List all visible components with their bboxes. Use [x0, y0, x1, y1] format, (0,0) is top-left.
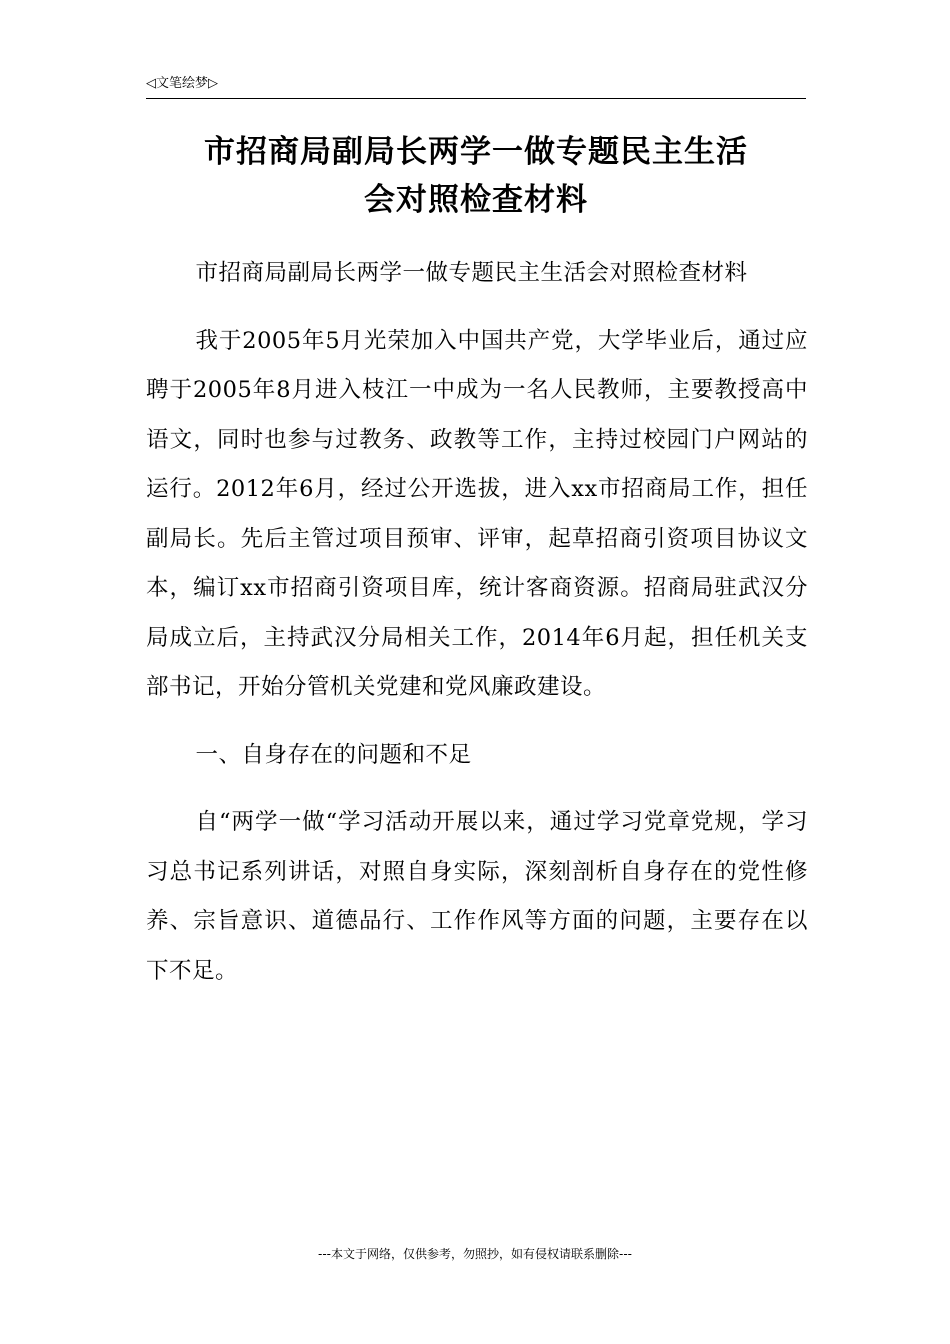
- section-heading: 一、自身存在的问题和不足: [195, 741, 472, 768]
- paragraph-background: 我于2005年5月光荣加入中国共产党，大学毕业后，通过应聘于2005年8月进入枝江一中成为一名人民教师，主要教授高中语文，同时也参与过教务、政教等工作，主持过校园门户网站的运行。2012年6月，经过公开选拔，进入xx市招商局工作，担任副局长。先后主管过项目预审、评审，起草招商引资项目协议文本，编订xx市招商引资项目库，统计客商资源。招商局驻武汉分局成立后，主持武汉分局相关工作，2014年6月起，担任机关支部书记，开始分管机关党建和党风廉政建设。: [146, 327, 808, 700]
- paragraph-subtitle: 市招商局副局长两学一做专题民主生活会对照检查材料: [195, 260, 748, 286]
- header-text: ◁文笔绘梦▷: [146, 76, 218, 91]
- document-body: [146, 249, 808, 996]
- title-line-2: 会对照检查材料: [364, 182, 588, 218]
- page-header: [146, 74, 806, 99]
- paragraph-problems: 自“两学一做“学习活动开展以来，通过学习党章党规，学习习总书记系列讲话，对照自身实际，深刻剖析自身存在的党性修养、宗旨意识、道德品行、工作作风等方面的问题，主要存在以下不足。: [146, 809, 808, 984]
- title-line-1: 市招商局副局长两学一做专题民主生活: [204, 134, 748, 170]
- page-footer: ---本文于网络，仅供参考，勿照抄，如有侵权请联系删除---: [318, 1247, 632, 1261]
- document-title: [140, 128, 812, 224]
